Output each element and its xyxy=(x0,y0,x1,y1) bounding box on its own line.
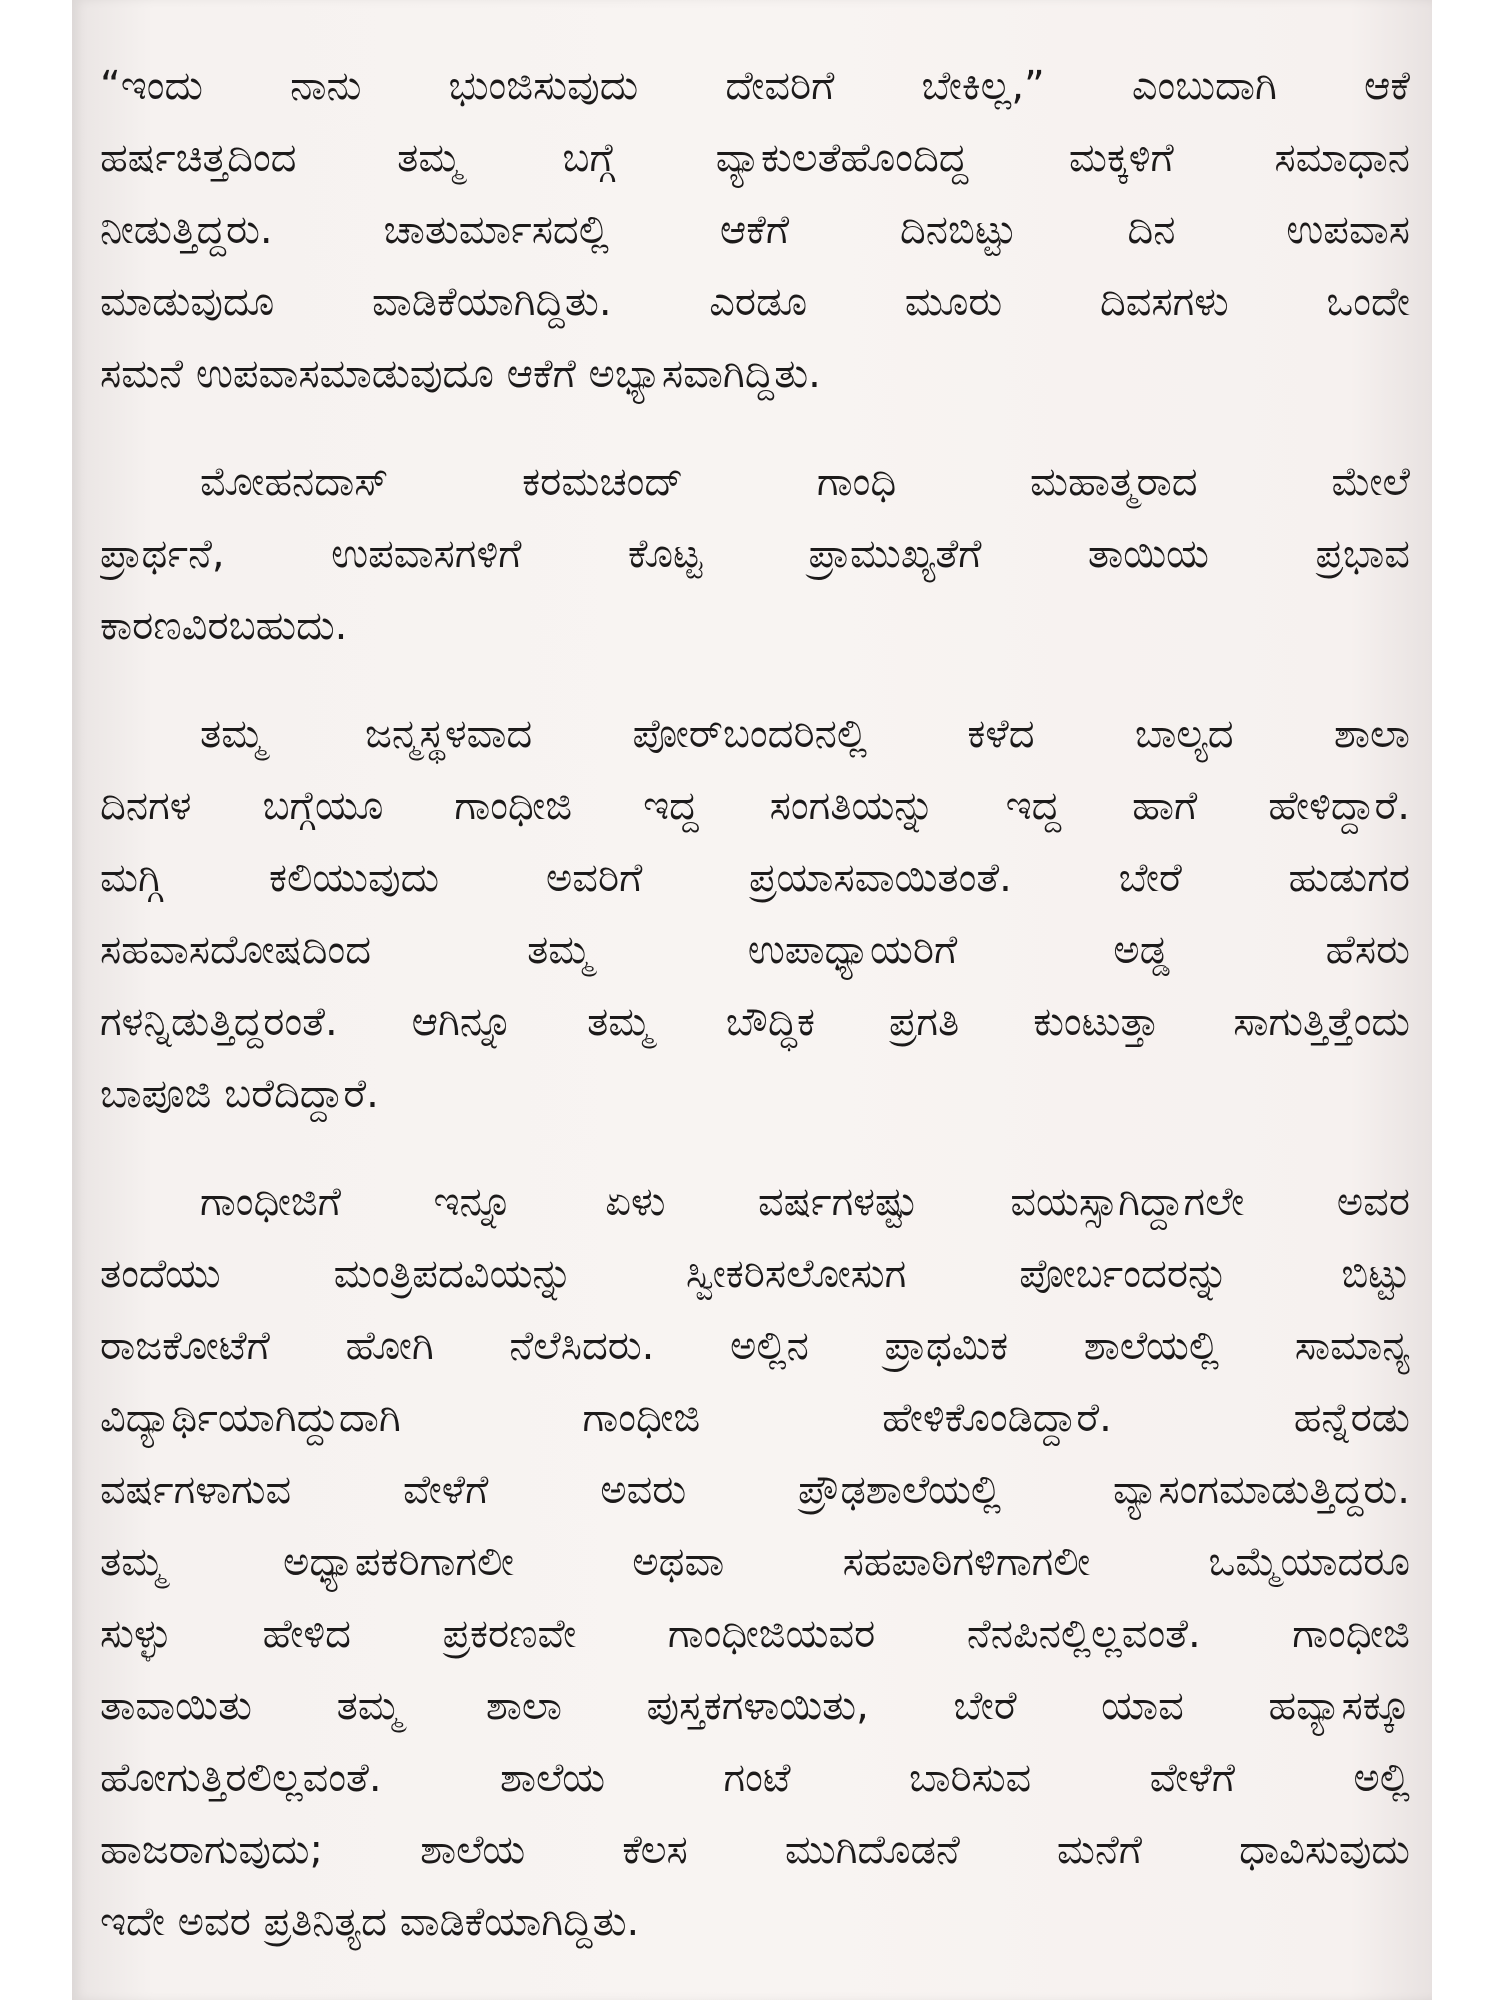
page-text xyxy=(100,50,1410,1958)
text-line: ವರ್ಷಗಳಾಗುವ ವೇಳೆಗೆ ಅವರು ಪ್ರೌಢಶಾಲೆಯಲ್ಲಿ ವ್ಯಾಸಂಗಮಾಡುತ್ತಿದ್ದರು. xyxy=(100,1467,1410,1513)
text-line: ತಮ್ಮ ಜನ್ಮಸ್ಥಳವಾದ ಪೋರ್‌ಬಂದರಿನಲ್ಲಿ ಕಳೆದ ಬಾಲ್ಯದ ಶಾಲಾ xyxy=(200,711,1410,757)
paragraph-4 xyxy=(100,1166,1410,1958)
paragraph-3 xyxy=(100,698,1410,1130)
text-line: ಹೋಗುತ್ತಿರಲಿಲ್ಲವಂತೆ. ಶಾಲೆಯ ಗಂಟೆ ಬಾರಿಸುವ ವೇಳೆಗೆ ಅಲ್ಲಿ xyxy=(100,1755,1410,1801)
text-line: ಗಾಂಧೀಜಿಗೆ ಇನ್ನೂ ಏಳು ವರ್ಷಗಳಷ್ಟು ವಯಸ್ಸಾಗಿದ್ದಾಗಲೇ ಅವರ xyxy=(200,1179,1410,1225)
text-line: ವಿದ್ಯಾರ್ಥಿಯಾಗಿದ್ದುದಾಗಿ ಗಾಂಧೀಜಿ ಹೇಳಿಕೊಂಡಿದ್ದಾರೆ. ಹನ್ನೆರಡು xyxy=(100,1395,1410,1441)
text-line: ಮೋಹನದಾಸ್ ಕರಮಚಂದ್ ಗಾಂಧಿ ಮಹಾತ್ಮರಾದ ಮೇಲೆ xyxy=(200,459,1410,505)
text-line: ಇದೇ ಅವರ ಪ್ರತಿನಿತ್ಯದ ವಾಡಿಕೆಯಾಗಿದ್ದಿತು. xyxy=(100,1899,640,1945)
text-line: ನೀಡುತ್ತಿದ್ದರು. ಚಾತುರ್ಮಾಸದಲ್ಲಿ ಆಕೆಗೆ ದಿನಬಿಟ್ಟು ದಿನ ಉಪವಾಸ xyxy=(100,207,1410,253)
text-line: ತಂದೆಯು ಮಂತ್ರಿಪದವಿಯನ್ನು ಸ್ವೀಕರಿಸಲೋಸುಗ ಪೋರ್ಬಂದರನ್ನು ಬಿಟ್ಟು xyxy=(100,1251,1410,1297)
text-line: “ಇಂದು ನಾನು ಭುಂಜಿಸುವುದು ದೇವರಿಗೆ ಬೇಕಿಲ್ಲ,” ಎಂಬುದಾಗಿ ಆಕೆ xyxy=(100,63,1410,109)
text-line: ಹಾಜರಾಗುವುದು; ಶಾಲೆಯ ಕೆಲಸ ಮುಗಿದೊಡನೆ ಮನೆಗೆ ಧಾವಿಸುವುದು xyxy=(100,1827,1410,1873)
text-line: ಕಾರಣವಿರಬಹುದು. xyxy=(100,603,348,649)
text-line: ತಮ್ಮ ಅಧ್ಯಾಪಕರಿಗಾಗಲೀ ಅಥವಾ ಸಹಪಾಠಿಗಳಿಗಾಗಲೀ ಒಮ್ಮೆಯಾದರೂ xyxy=(100,1539,1410,1585)
text-line: ಸಮನೆ ಉಪವಾಸಮಾಡುವುದೂ ಆಕೆಗೆ ಅಭ್ಯಾಸವಾಗಿದ್ದಿತು. xyxy=(100,351,821,397)
text-line: ಬಾಪೂಜಿ ಬರೆದಿದ್ದಾರೆ. xyxy=(100,1071,379,1117)
text-line: ಹರ್ಷಚಿತ್ತದಿಂದ ತಮ್ಮ ಬಗ್ಗೆ ವ್ಯಾಕುಲತೆಹೊಂದಿದ್ದ ಮಕ್ಕಳಿಗೆ ಸಮಾಧಾನ xyxy=(100,135,1410,181)
paragraph-2 xyxy=(100,446,1410,662)
text-line: ಮಗ್ಗಿ ಕಲಿಯುವುದು ಅವರಿಗೆ ಪ್ರಯಾಸವಾಯಿತಂತೆ. ಬೇರೆ ಹುಡುಗರ xyxy=(100,855,1410,901)
text-line: ಪ್ರಾರ್ಥನೆ, ಉಪವಾಸಗಳಿಗೆ ಕೊಟ್ಟ ಪ್ರಾಮುಖ್ಯತೆಗೆ ತಾಯಿಯ ಪ್ರಭಾವ xyxy=(100,531,1410,577)
text-line: ಗಳನ್ನಿಡುತ್ತಿದ್ದರಂತೆ. ಆಗಿನ್ನೂ ತಮ್ಮ ಬೌದ್ಧಿಕ ಪ್ರಗತಿ ಕುಂಟುತ್ತಾ ಸಾಗುತ್ತಿತ್ತೆಂದು xyxy=(100,999,1410,1045)
text-line: ರಾಜಕೋಟೆಗೆ ಹೋಗಿ ನೆಲೆಸಿದರು. ಅಲ್ಲಿನ ಪ್ರಾಥಮಿಕ ಶಾಲೆಯಲ್ಲಿ ಸಾಮಾನ್ಯ xyxy=(100,1323,1410,1369)
text-line: ಸಹವಾಸದೋಷದಿಂದ ತಮ್ಮ ಉಪಾಧ್ಯಾಯರಿಗೆ ಅಡ್ಡ ಹೆಸರು xyxy=(100,927,1410,973)
text-line: ದಿನಗಳ ಬಗ್ಗೆಯೂ ಗಾಂಧೀಜಿ ಇದ್ದ ಸಂಗತಿಯನ್ನು ಇದ್ದ ಹಾಗೆ ಹೇಳಿದ್ದಾರೆ. xyxy=(100,783,1410,829)
text-line: ಮಾಡುವುದೂ ವಾಡಿಕೆಯಾಗಿದ್ದಿತು. ಎರಡೂ ಮೂರು ದಿವಸಗಳು ಒಂದೇ xyxy=(100,279,1410,325)
paragraph-1 xyxy=(100,50,1410,410)
text-line: ತಾವಾಯಿತು ತಮ್ಮ ಶಾಲಾ ಪುಸ್ತಕಗಳಾಯಿತು, ಬೇರೆ ಯಾವ ಹವ್ಯಾಸಕ್ಕೂ xyxy=(100,1683,1410,1729)
text-line: ಸುಳ್ಳು ಹೇಳಿದ ಪ್ರಕರಣವೇ ಗಾಂಧೀಜಿಯವರ ನೆನಪಿನಲ್ಲಿಲ್ಲವಂತೆ. ಗಾಂಧೀಜಿ xyxy=(100,1611,1410,1657)
